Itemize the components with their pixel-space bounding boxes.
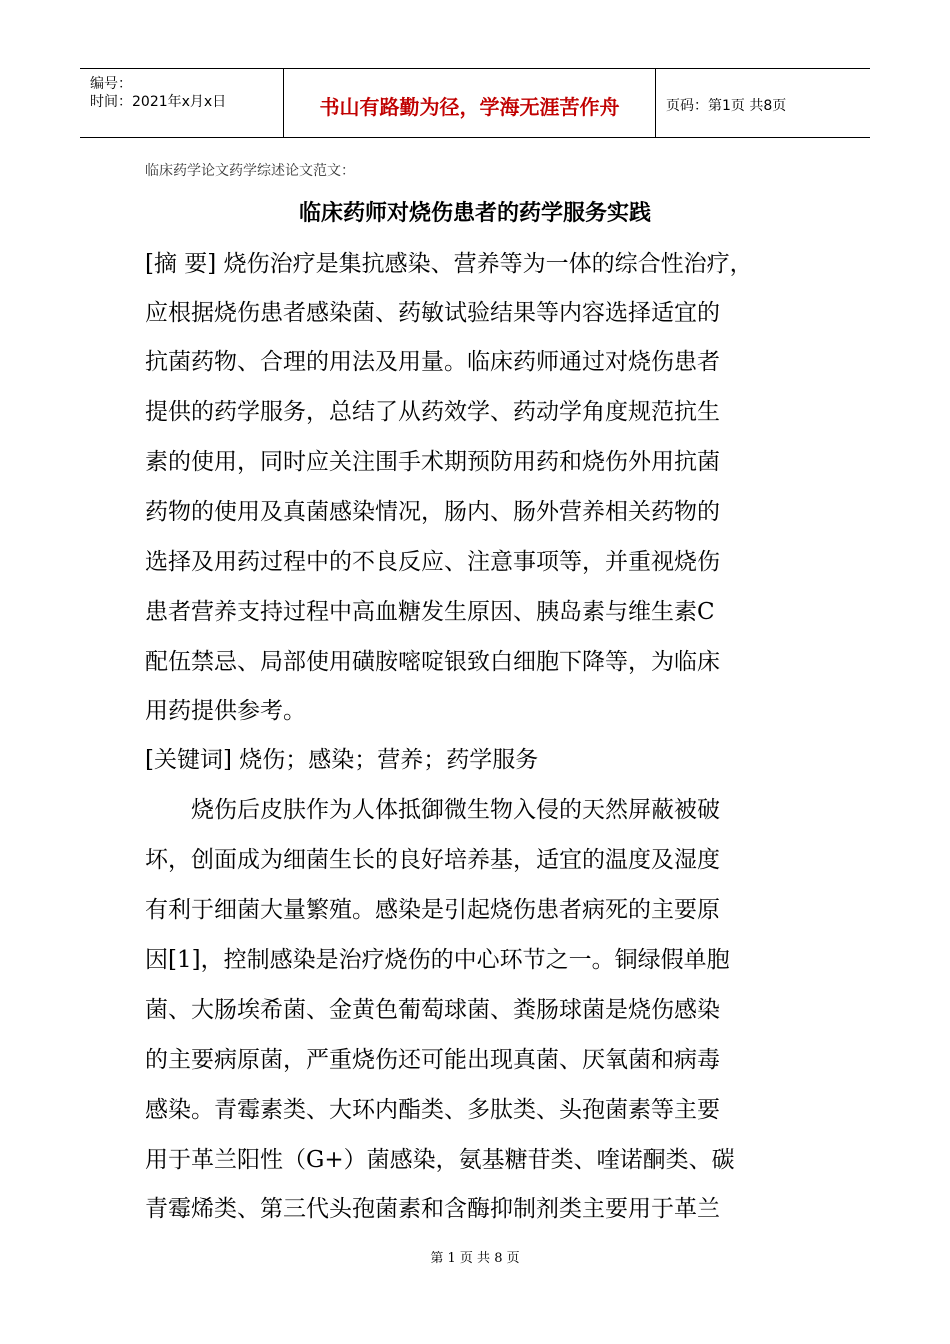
body-line: 配伍禁忌、局部使用磺胺嘧啶银致白细胞下降等，为临床 [145, 649, 720, 675]
body-line: 提供的药学服务，总结了从药效学、药动学角度规范抗生 [145, 399, 720, 425]
body-line: 素的使用，同时应关注围手术期预防用药和烧伤外用抗菌 [145, 449, 720, 475]
body-line: 的主要病原菌，严重烧伤还可能出现真菌、厌氧菌和病毒 [145, 1047, 720, 1073]
body-line: 选择及用药过程中的不良反应、注意事项等，并重视烧伤 [145, 549, 720, 575]
header-motto-cell [284, 69, 656, 137]
header-motto: 书山有路勤为径，学海无涯苦作舟 [319, 95, 620, 119]
body-line: 用药提供参考。 [145, 698, 306, 724]
keywords-line: [关键词] 烧伤；感染；营养；药学服务 [145, 747, 539, 773]
body-line: [摘 要] 烧伤治疗是集抗感染、营养等为一体的综合性治疗， [145, 251, 753, 277]
body-line: 药物的使用及真菌感染情况，肠内、肠外营养相关药物的 [145, 499, 720, 525]
body-line: 用于革兰阳性（G+）菌感染，氨基糖苷类、喹诺酮类、碳 [145, 1147, 735, 1173]
body-line: 应根据烧伤患者感染菌、药敏试验结果等内容选择适宜的 [145, 300, 720, 326]
header-page-cell [656, 69, 870, 137]
body-line: 因[1]，控制感染是治疗烧伤的中心环节之一。铜绿假单胞 [145, 947, 730, 973]
body-line: 烧伤后皮肤作为人体抵御微生物入侵的天然屏蔽被破 [145, 797, 720, 823]
document-title: 临床药师对烧伤患者的药学服务实践 [298, 201, 651, 226]
page-header [80, 68, 870, 138]
intro-line: 临床药学论文药学综述论文范文： [145, 163, 355, 179]
body-line: 有利于细菌大量繁殖。感染是引起烧伤患者病死的主要原 [145, 897, 720, 923]
time-label: 时间：2021年x月x日 [90, 94, 227, 110]
page-info: 页码：第1页 共8页 [666, 98, 787, 114]
body-line: 患者营养支持过程中高血糖发生原因、胰岛素与维生素C [145, 599, 715, 625]
body-line: 坏，创面成为细菌生长的良好培养基，适宜的温度及湿度 [145, 847, 720, 873]
body-line: 感染。青霉素类、大环内酯类、多肽类、头孢菌素等主要 [145, 1097, 720, 1123]
header-meta-cell [80, 69, 284, 137]
number-label: 编号： [90, 76, 132, 92]
page-footer: 第 1 页 共 8 页 [430, 1251, 520, 1266]
body-line: 青霉烯类、第三代头孢菌素和含酶抑制剂类主要用于革兰 [145, 1196, 720, 1222]
body-line: 菌、大肠埃希菌、金黄色葡萄球菌、粪肠球菌是烧伤感染 [145, 997, 720, 1023]
body-line: 抗菌药物、合理的用法及用量。临床药师通过对烧伤患者 [145, 349, 720, 375]
